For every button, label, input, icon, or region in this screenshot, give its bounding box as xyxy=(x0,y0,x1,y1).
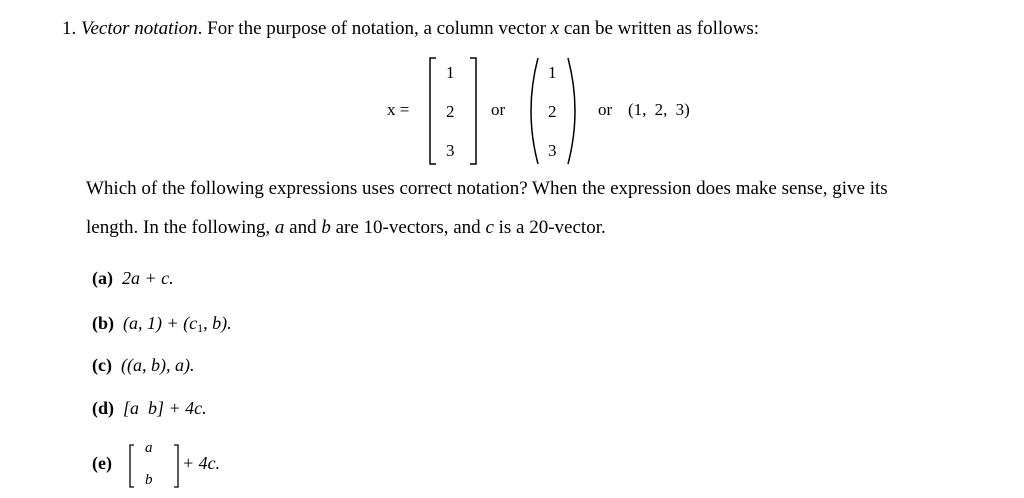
item-expression: ((a, b), a). xyxy=(120,355,195,375)
or-word-2: or xyxy=(598,100,613,119)
question-line-1: Which of the following expressions uses correct notation? When the expression does make sense, give its xyxy=(86,178,888,199)
item-expression: [a b] + 4c. xyxy=(123,398,207,418)
symbol-x: x xyxy=(550,18,560,39)
question-line-2: length. In the following, a and b are 10-vectors, and c is a 20-vector. xyxy=(86,217,606,238)
item-label: (b) xyxy=(92,313,114,333)
problem-statement: 1. Vector notation. For the purpose of notation, a column vector x can be written as follows: xyxy=(62,18,760,39)
problem-number: 1. xyxy=(62,18,77,39)
item-expression: 2a + c. xyxy=(122,268,174,288)
list-item-e xyxy=(92,453,112,474)
bracket-entry-2: 2 xyxy=(446,102,455,121)
stacked-bottom: b xyxy=(145,472,153,488)
paren-entry-2: 2 xyxy=(548,102,557,121)
list-item-c xyxy=(92,355,194,376)
stacked-top: a xyxy=(145,440,153,456)
intro-end-text: can be written as follows: xyxy=(563,18,760,39)
var-c: c xyxy=(485,217,494,238)
bracket-entry-1: 1 xyxy=(446,63,455,82)
list-item-d xyxy=(92,398,207,419)
var-a: a xyxy=(274,217,285,238)
right-square-bracket xyxy=(174,445,178,487)
paren-entry-3: 3 xyxy=(548,141,557,160)
problem-title: Vector notation xyxy=(81,18,198,39)
left-paren xyxy=(531,58,538,164)
left-square-bracket xyxy=(430,58,436,164)
item-label: (c) xyxy=(92,355,112,375)
or-word-1: or xyxy=(491,100,506,119)
right-paren xyxy=(568,58,575,164)
vector-lhs: x = xyxy=(387,100,410,119)
item-expression: + 4c. xyxy=(182,453,221,473)
list-item-b xyxy=(92,313,232,336)
item-label: (e) xyxy=(92,453,112,473)
item-label: (d) xyxy=(92,398,114,418)
bracket-entry-3: 3 xyxy=(446,141,455,160)
subscript: 1 xyxy=(197,321,204,335)
stacked-bracket xyxy=(126,442,186,490)
list-item-a xyxy=(92,268,174,289)
intro-text: For the purpose of notation, a column vector xyxy=(207,18,546,39)
var-b: b xyxy=(321,217,331,238)
right-square-bracket xyxy=(470,58,476,164)
left-square-bracket xyxy=(130,445,134,487)
tuple-vector: (1, 2, 3) xyxy=(628,100,690,119)
paren-entry-1: 1 xyxy=(548,63,557,82)
item-label: (a) xyxy=(92,268,113,288)
item-expression: (a, $1) + (c_1$, b). xyxy=(123,313,232,335)
